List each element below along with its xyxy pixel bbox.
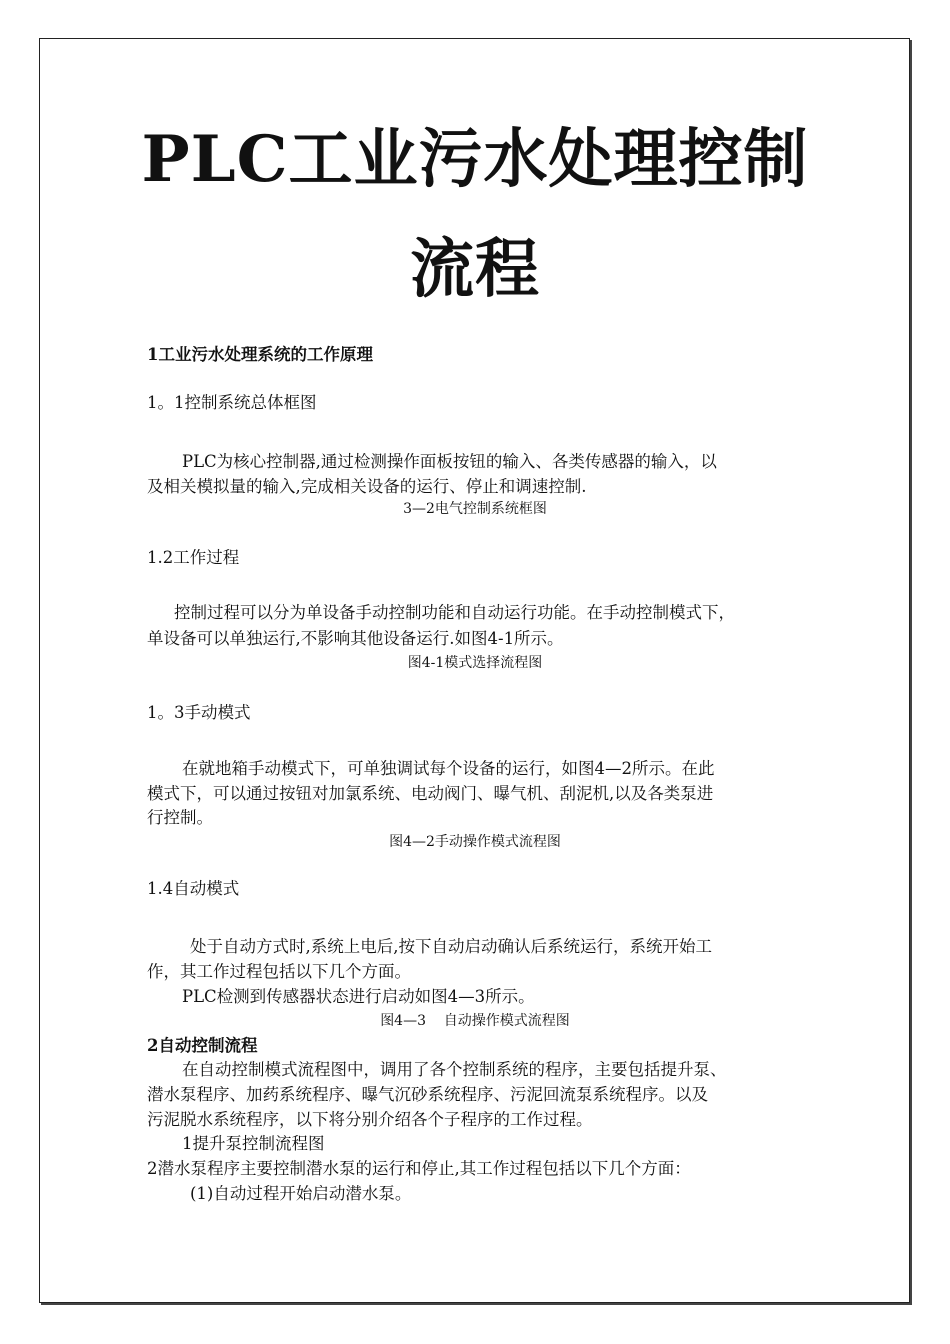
paragraph-3-line-2: 模式下，可以通过按钮对加氯系统、电动阀门、曝气机、刮泥机,以及各类泵进 (147, 784, 714, 803)
paragraph-3-line-3: 行控制。 (147, 808, 213, 827)
section-1-3-heading: 1。3手动模式 (147, 703, 251, 722)
paragraph-4-line-3: PLC检测到传感器状态进行启动如图4—3所示。 (182, 987, 535, 1006)
paragraph-8-line-1: (1)自动过程开始启动潜水泵。 (190, 1184, 412, 1203)
document-title-line-1: PLC工业污水处理控制 (141, 122, 809, 197)
paragraph-5-line-1: 在自动控制模式流程图中，调用了各个控制系统的程序，主要包括提升泵、 (182, 1060, 727, 1079)
section-1-heading: 1工业污水处理系统的工作原理 (147, 345, 373, 364)
paragraph-6-line-1: 1提升泵控制流程图 (182, 1134, 325, 1153)
paragraph-4-line-1: 处于自动方式时,系统上电后,按下自动启动确认后系统运行，系统开始工 (190, 937, 712, 956)
paragraph-2-line-2: 单设备可以单独运行,不影响其他设备运行.如图4-1所示。 (147, 629, 564, 648)
paragraph-5-line-3: 污泥脱水系统程序，以下将分别介绍各个子程序的工作过程。 (147, 1110, 593, 1129)
figure-caption-4-3: 图4—3 自动操作模式流程图 (380, 1013, 570, 1029)
section-2-heading: 2自动控制流程 (147, 1036, 258, 1055)
paragraph-1-line-2: 及相关模拟量的输入,完成相关设备的运行、停止和调速控制. (147, 477, 587, 496)
paragraph-1-line-1: PLC为核心控制器,通过检测操作面板按钮的输入、各类传感器的输入，以 (182, 452, 717, 471)
document-title-line-2: 流程 (410, 232, 540, 307)
figure-caption-3-2: 3—2电气控制系统框图 (403, 501, 547, 517)
section-1-4-heading: 1.4自动模式 (147, 879, 240, 898)
paragraph-3-line-1: 在就地箱手动模式下，可单独调试每个设备的运行，如图4—2所示。在此 (182, 759, 715, 778)
section-1-1-heading: 1。1控制系统总体框图 (147, 393, 317, 412)
paragraph-4-line-2: 作，其工作过程包括以下几个方面。 (147, 962, 411, 981)
paragraph-5-line-2: 潜水泵程序、加药系统程序、曝气沉砂系统程序、污泥回流泵系统程序。以及 (147, 1085, 708, 1104)
paragraph-2-line-1: 控制过程可以分为单设备手动控制功能和自动运行功能。在手动控制模式下， (174, 603, 735, 622)
section-1-2-heading: 1.2工作过程 (147, 548, 240, 567)
paragraph-7-line-1: 2潜水泵程序主要控制潜水泵的运行和停止,其工作过程包括以下几个方面： (147, 1159, 691, 1178)
figure-caption-4-1: 图4-1模式选择流程图 (407, 655, 543, 671)
figure-caption-4-2: 图4—2手动操作模式流程图 (389, 834, 561, 850)
